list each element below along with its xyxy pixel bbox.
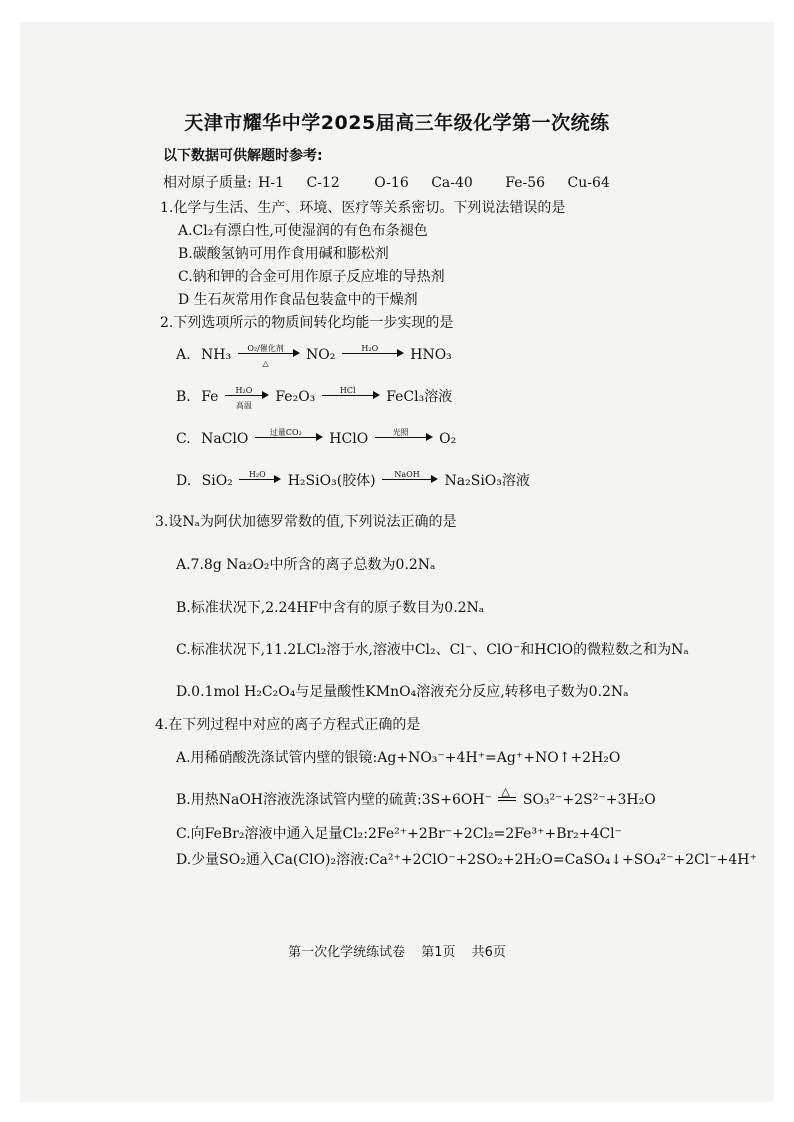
- q2a-arrow-2: [342, 346, 404, 360]
- q2c-species-1: NaClO: [201, 431, 249, 447]
- q2b-cond-1-bottom: 高温: [235, 401, 252, 410]
- q2d-species-2: H₂SiO₃(胶体): [287, 473, 376, 489]
- mass-ca: Ca-40: [431, 175, 473, 191]
- atomic-masses-label: 相对原子质量:: [163, 175, 252, 191]
- q3-option-b: B.标准状况下,2.24HF中含有的原子数目为0.2Nₐ: [176, 600, 485, 616]
- q2a-species-1: NH₃: [201, 347, 232, 363]
- q2b-arrow-1: [225, 386, 269, 410]
- q2b-arrow-2: [322, 388, 380, 402]
- q1-stem: 1.化学与生活、生产、环境、医疗等关系密切。下列说法错误的是: [160, 200, 566, 216]
- q3-stem: 3.设Nₐ为阿伏加德罗常数的值,下列说法正确的是: [155, 514, 457, 530]
- q2d-cond-2-top: NaOH: [394, 470, 420, 479]
- q2b-species-3: FeCl₃溶液: [386, 389, 453, 405]
- mass-fe: Fe-56: [505, 175, 546, 191]
- q2d-species-1: SiO₂: [201, 473, 233, 489]
- q2c-cond-1-top: 过量CO₂: [269, 428, 302, 437]
- q4-stem: 4.在下列过程中对应的离子方程式正确的是: [155, 717, 421, 733]
- q2b-cond-1-top: H₂O: [235, 386, 253, 395]
- q4b-left: B.用热NaOH溶液洗涤试管内壁的硫黄:3S+6OH⁻: [176, 792, 492, 808]
- exam-title: 天津市耀华中学2025届高三年级化学第一次统练: [184, 112, 610, 134]
- footer-page-number: 第1页: [421, 945, 456, 960]
- q2-option-b: [176, 386, 453, 410]
- q3-option-d: D.0.1mol H₂C₂O₄与足量酸性KMnO₄溶液充分反应,转移电子数为0.2Nₐ: [176, 684, 629, 700]
- q2d-arrow-1: [239, 472, 281, 486]
- q2c-label: C.: [176, 431, 191, 447]
- q2a-species-3: HNO₃: [410, 347, 452, 363]
- q2b-cond-2-top: HCl: [339, 386, 356, 395]
- q1-option-a: A.Cl₂有漂白性,可使湿润的有色布条褪色: [178, 223, 428, 239]
- q2a-cond-1-top: O₂/催化剂: [247, 344, 284, 353]
- q2c-arrow-2: [375, 430, 433, 444]
- q2-option-a: [176, 344, 452, 368]
- q2d-cond-1-top: H₂O: [248, 470, 266, 479]
- q4-option-b: [176, 785, 656, 809]
- q1-option-d: D 生石灰常用作食品包装盒中的干燥剂: [178, 292, 418, 308]
- q2c-cond-2-top: 光照: [392, 428, 409, 437]
- q1-option-c: C.钠和钾的合金可用作原子反应堆的导热剂: [178, 269, 445, 285]
- q2a-arrow-1: [238, 344, 300, 368]
- reference-heading: 以下数据可供解题时参考:: [163, 148, 323, 164]
- q2c-arrow-1: [255, 430, 323, 444]
- atomic-masses: [163, 174, 610, 192]
- q2-stem: 2.下列选项所示的物质间转化均能一步实现的是: [160, 315, 454, 331]
- q1-option-b: B.碳酸氢钠可用作食用碱和膨松剂: [178, 246, 389, 262]
- heat-equals-sign: △: [496, 791, 518, 805]
- q2a-cond-2-top: H₂O: [361, 344, 379, 353]
- q4-option-a: A.用稀硝酸洗涤试管内壁的银镜:Ag+NO₃⁻+4H⁺=Ag⁺+NO↑+2H₂O: [176, 750, 621, 766]
- q2-option-c: [176, 430, 456, 448]
- footer-total-pages: 共6页: [471, 945, 506, 960]
- q3-option-a: A.7.8g Na₂O₂中所含的离子总数为0.2Nₐ: [176, 557, 436, 573]
- q2d-species-3: Na₂SiO₃溶液: [444, 473, 530, 489]
- q2a-species-2: NO₂: [306, 347, 336, 363]
- mass-h: H-1: [258, 175, 285, 191]
- mass-cu: Cu-64: [567, 175, 610, 191]
- q2a-label: A.: [176, 347, 191, 363]
- mass-o: O-16: [374, 175, 409, 191]
- q2a-cond-1-bottom: △: [262, 359, 269, 368]
- q2d-label: D.: [176, 473, 192, 489]
- q2d-arrow-2: [382, 472, 438, 486]
- q2c-species-2: HClO: [329, 431, 369, 447]
- page-footer: [0, 941, 794, 960]
- q4-option-d: D.少量SO₂通入Ca(ClO)₂溶液:Ca²⁺+2ClO⁻+2SO₂+2H₂O=CaSO₄↓+SO₄²⁻+2Cl⁻+4H⁺: [176, 852, 757, 868]
- q4b-right: SO₃²⁻+2S²⁻+3H₂O: [522, 792, 656, 808]
- q4-option-c: C.向FeBr₂溶液中通入足量Cl₂:2Fe²⁺+2Br⁻+2Cl₂=2Fe³⁺+Br₂+4Cl⁻: [176, 826, 623, 842]
- q3-option-c: C.标准状况下,11.2LCl₂溶于水,溶液中Cl₂、Cl⁻、ClO⁻和HClO的微粒数之和为Nₐ: [176, 642, 689, 658]
- q2b-label: B.: [176, 389, 191, 405]
- q2c-species-3: O₂: [439, 431, 457, 447]
- q2b-species-2: Fe₂O₃: [275, 389, 316, 405]
- q2b-species-1: Fe: [201, 389, 219, 405]
- q2-option-d: [176, 472, 530, 490]
- mass-c: C-12: [306, 175, 340, 191]
- footer-exam-name: 第一次化学统练试卷: [288, 945, 406, 960]
